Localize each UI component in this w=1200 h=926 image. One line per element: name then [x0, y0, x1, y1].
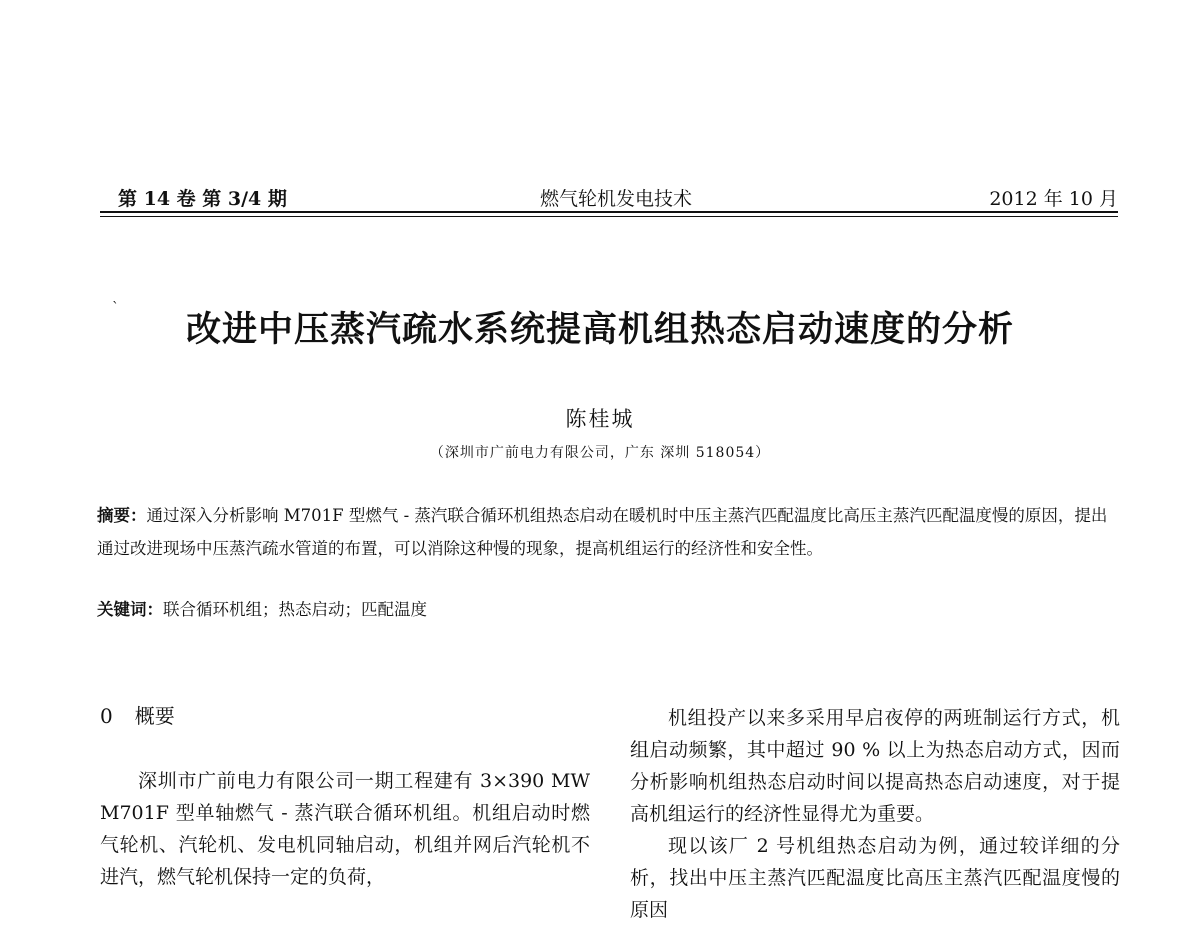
- header-rule-thick: [100, 211, 1118, 213]
- title-mark: `: [112, 300, 119, 316]
- header-date: 2012 年 10 月: [989, 188, 1118, 210]
- section-number: 0: [100, 704, 113, 728]
- abstract: [97, 499, 1122, 565]
- article-author: 陈桂城: [565, 407, 635, 431]
- right-paragraph-2: 现以该厂 2 号机组热态启动为例，通过较详细的分析，找出中压主蒸汽匹配温度比高压主蒸汽匹配温度慢的原因: [630, 835, 1120, 921]
- keywords: [97, 596, 427, 620]
- left-column: [100, 765, 590, 893]
- article-title: 改进中压蒸汽疏水系统提高机组热态启动速度的分析: [185, 310, 1014, 350]
- keywords-text: 联合循环机组；热态启动；匹配温度: [163, 600, 427, 619]
- abstract-text: 通过深入分析影响 M701F 型燃气 - 蒸汽联合循环机组热态启动在暖机时中压主蒸汽匹配温度比高压主蒸汽匹配温度慢的原因，提出通过改进现场中压蒸汽疏水管道的布置，可以消除这种慢的现象，提高机组运行的经济性和安全性。: [97, 506, 1108, 558]
- section-title: 概要: [134, 704, 175, 728]
- keywords-label: 关键词：: [97, 600, 163, 619]
- abstract-label: 摘要：: [97, 506, 147, 525]
- section-heading: [100, 700, 175, 729]
- header-journal-name: 燃气轮机发电技术: [540, 188, 693, 210]
- left-paragraph: 深圳市广前电力有限公司一期工程建有 3×390 MW M701F 型单轴燃气 - 蒸汽联合循环机组。机组启动时燃气轮机、汽轮机、发电机同轴启动，机组并网后汽轮机不进汽，燃气轮机保持一定的负荷，: [100, 770, 590, 888]
- header-rule-thin: [100, 216, 1118, 217]
- author-affiliation: （深圳市广前电力有限公司，广东 深圳 518054）: [429, 445, 771, 461]
- header-volume-issue: 第 14 卷 第 3/4 期: [118, 188, 287, 210]
- right-column: [630, 702, 1120, 926]
- right-paragraph-1: 机组投产以来多采用早启夜停的两班制运行方式，机组启动频繁，其中超过 90 % 以上为热态启动方式，因而分析影响机组热态启动时间以提高热态启动速度，对于提高机组运行的经济性显得尤为重要。: [630, 707, 1120, 825]
